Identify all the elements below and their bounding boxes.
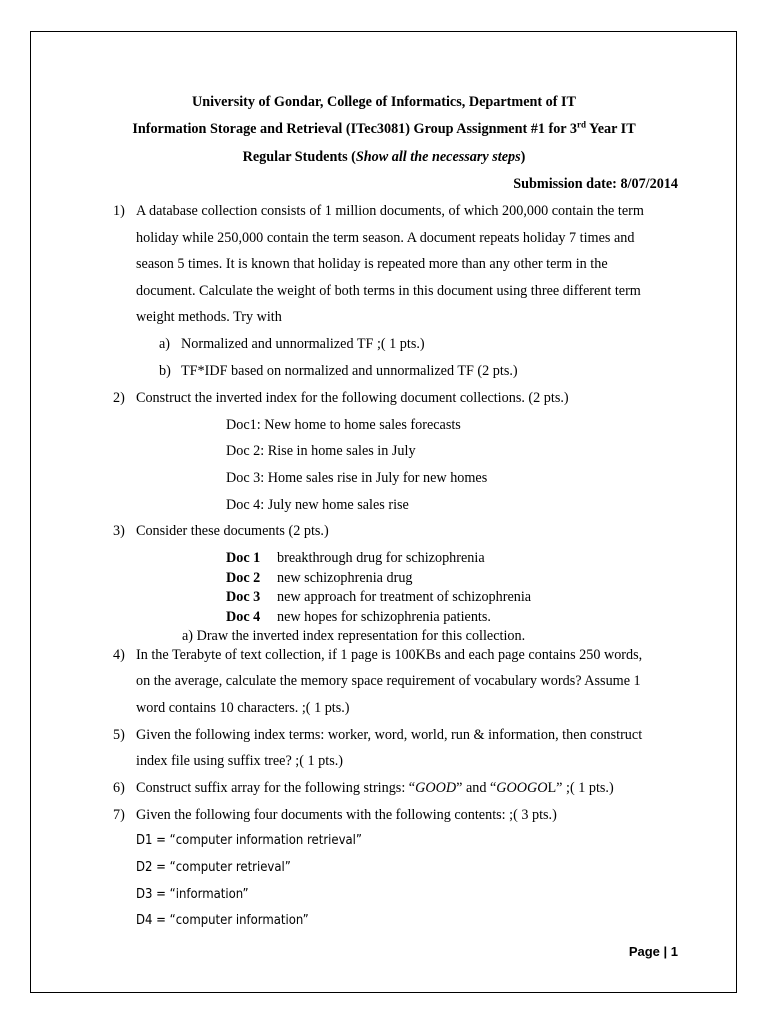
q1-number: 1) <box>113 203 125 219</box>
header-students <box>0 148 768 166</box>
q7-doc: D2 = “computer retrieval” <box>136 860 291 875</box>
q5-number: 5) <box>113 727 125 743</box>
q7-number: 7) <box>113 807 125 823</box>
q3-doc-text: new approach for treatment of schizophrenia <box>277 589 532 605</box>
q4-line: word contains 10 characters. ;( 1 pts.) <box>136 700 350 716</box>
q2-text: Construct the inverted index for the following document collections. (2 pts.) <box>136 390 569 406</box>
q1-line: A database collection consists of 1 million documents, of which 200,000 contain the term <box>136 203 644 219</box>
q3-a-text: a) Draw the inverted index representation for this collection. <box>182 628 526 644</box>
q4-line: on the average, calculate the memory space requirement of vocabulary words? Assume 1 <box>136 673 641 689</box>
header-students-text: Regular Students ( <box>242 149 356 165</box>
q1-line: weight methods. Try with <box>136 309 282 325</box>
header-university: University of Gondar, College of Informatics, Department of IT <box>191 94 577 110</box>
q3-doc-text: breakthrough drug for schizophrenia <box>277 550 485 566</box>
q2-doc: Doc 4: July new home sales rise <box>226 497 409 513</box>
q3-doc-text: new schizophrenia drug <box>277 570 413 586</box>
q7-text: Given the following four documents with the following contents: ;( 3 pts.) <box>136 807 557 823</box>
q3-doc-label: Doc 2 <box>226 570 261 586</box>
q1-line: season 5 times. It is known that holiday is repeated more than any other term in the <box>136 256 608 272</box>
q4-number: 4) <box>113 647 125 663</box>
q3-text: Consider these documents (2 pts.) <box>136 523 329 539</box>
q2-doc: Doc 3: Home sales rise in July for new homes <box>226 470 488 486</box>
q3-doc-text: new hopes for schizophrenia patients. <box>277 609 491 625</box>
q3-number: 3) <box>113 523 125 539</box>
q1-a-label: a) <box>159 336 171 352</box>
q1-line: document. Calculate the weight of both terms in this document using three different term <box>136 283 641 299</box>
page-number: Page | 1 <box>628 944 678 959</box>
q6-number: 6) <box>113 780 125 796</box>
q5-line: Given the following index terms: worker, word, world, run & information, then construct <box>136 727 643 743</box>
q1-b-label: b) <box>159 363 171 379</box>
q7-doc: D1 = “computer information retrieval” <box>136 833 362 848</box>
header-course-tail: Year IT <box>586 121 636 137</box>
q6-text <box>136 779 614 797</box>
q3-doc-label: Doc 3 <box>226 589 261 605</box>
q6-string-2: GOOGO <box>496 780 548 796</box>
q3-doc-label: Doc 4 <box>226 609 261 625</box>
header-course <box>0 120 768 138</box>
q6-string-1: GOOD <box>415 780 457 796</box>
q6-pre: Construct suffix array for the following strings: “ <box>136 780 416 796</box>
q5-line: index file using suffix tree? ;( 1 pts.) <box>136 753 343 769</box>
header-course-text: Information Storage and Retrieval (ITec3081) Group Assignment #1 for 3 <box>132 121 577 137</box>
q7-doc: D3 = “information” <box>136 887 249 902</box>
q2-number: 2) <box>113 390 125 406</box>
header-students-italic: Show all the necessary steps <box>355 149 521 165</box>
q1-b-text: TF*IDF based on normalized and unnormalized TF (2 pts.) <box>181 363 518 379</box>
q2-doc: Doc1: New home to home sales forecasts <box>226 417 461 433</box>
q2-doc: Doc 2: Rise in home sales in July <box>226 443 416 459</box>
header-course-sup: rd <box>577 119 586 130</box>
q6-mid: ” and “ <box>456 780 497 796</box>
q6-post: L” ;( 1 pts.) <box>547 780 614 796</box>
q1-a-text: Normalized and unnormalized TF ;( 1 pts.) <box>181 336 425 352</box>
submission-date: Submission date: 8/07/2014 <box>513 176 678 192</box>
q4-line: In the Terabyte of text collection, if 1 page is 100KBs and each page contains 250 words, <box>136 647 643 663</box>
q1-line: holiday while 250,000 contain the term season. A document repeats holiday 7 times and <box>136 230 635 246</box>
header-students-close: ) <box>520 149 526 165</box>
q3-doc-label: Doc 1 <box>226 550 261 566</box>
q7-doc: D4 = “computer information” <box>136 913 309 928</box>
